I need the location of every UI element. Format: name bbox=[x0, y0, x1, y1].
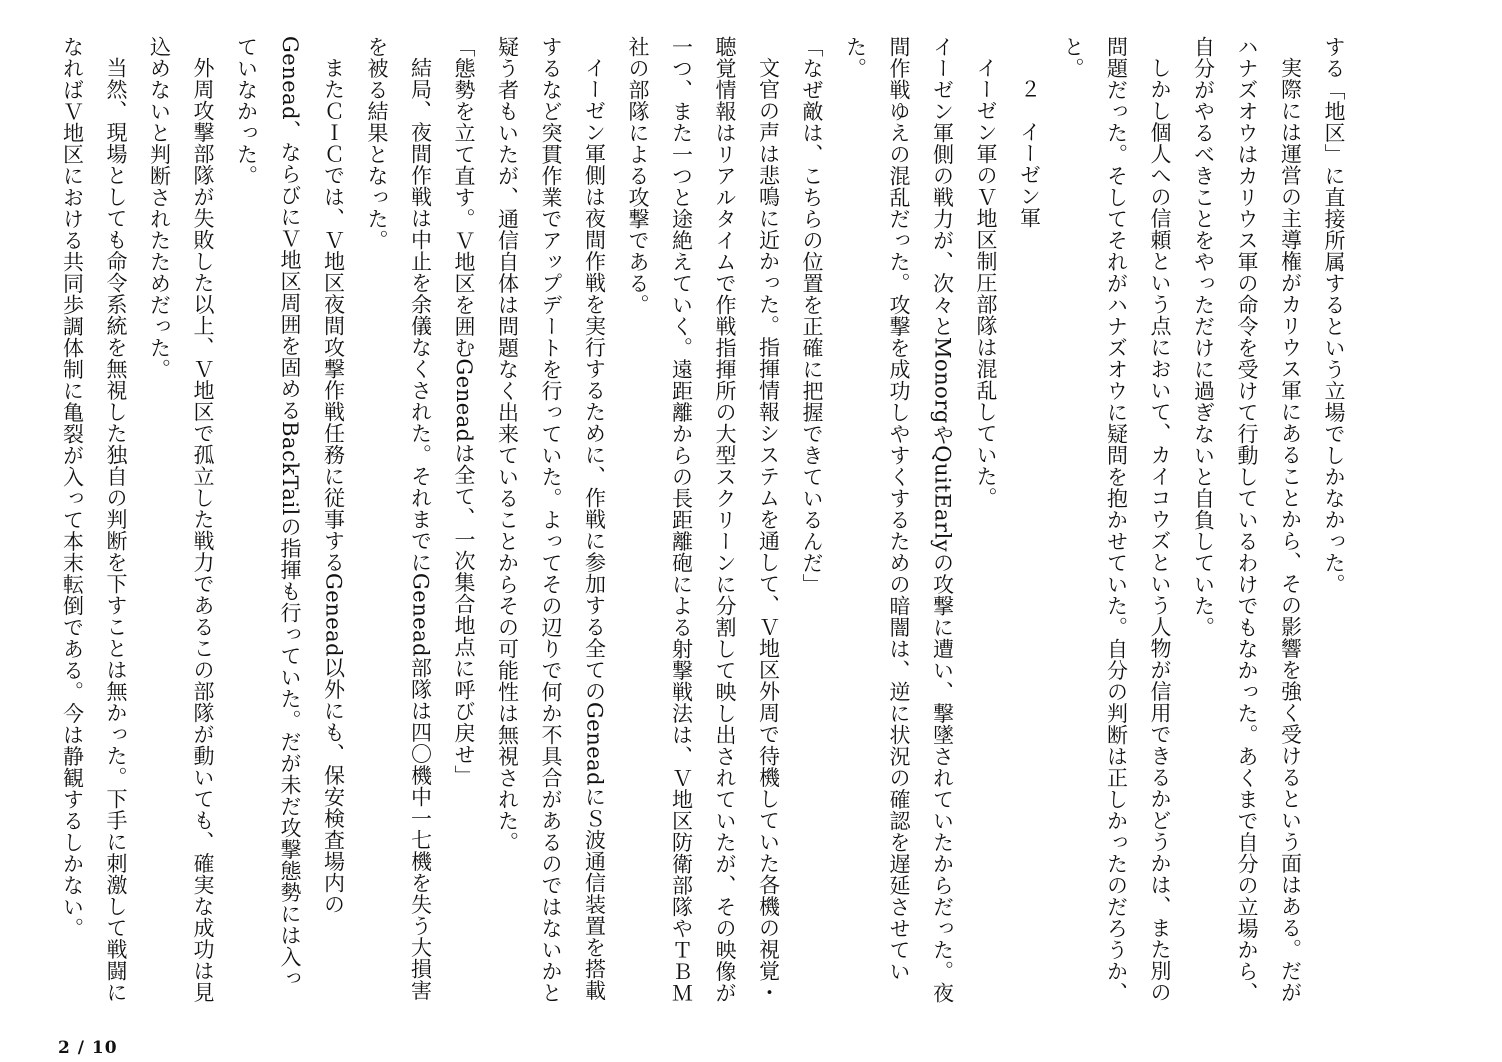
section-heading: ２ イーゼン軍 bbox=[1017, 78, 1042, 229]
paragraph-6: 文官の声は悲鳴に近かった。指揮情報システムを通して、Ｖ地区外周で待機していた各機の視覚・聴覚情報はリアルタイムで作戦指揮所の大型スクリーンに分割して映し出されていたが、その映像が一つ、また一つと途絶えていく。遠距離からの長距離砲による射撃戦法は、Ｖ地区防衛部隊やＴＢＭ社の部隊による攻撃である。 bbox=[626, 36, 781, 1004]
paragraph-1: する「地区」に直接所属するという立場でしかなかった。 bbox=[1322, 36, 1346, 595]
paragraph-7: イーゼン軍側は夜間作戦を実行するために、作戦に参加する全てのGeneadにＳ波通信装置を搭載するなど突貫作業でアップデートを行っていた。よってその辺りで何か不具合があるのではないかと疑う者もいたが、通信自体は問題なく出来ていることからその可能性は無視された。 bbox=[495, 36, 607, 1004]
paragraph-5: イーゼン軍側の戦力が、次々とMonorgやQuitEarlyの攻撃に遭い、撃墜されていたからだった。夜間作戦ゆえの混乱だった。攻撃を成功しやすくするための暗闇は、逆に状況の確認を遅延させていた。 bbox=[843, 36, 955, 1004]
paragraph-11: 当然、現場としても命令系統を無視した独自の判断を下すことは無かった。下手に刺激して戦闘になればＶ地区における共同歩調体制に亀裂が入って本末転倒である。今は静観するしかない。 bbox=[60, 36, 128, 1003]
page-indicator: 2 / 10 bbox=[58, 1038, 118, 1058]
dialogue-1: 「なぜ敵は、こちらの位置を正確に把握できているんだ」 bbox=[800, 36, 824, 595]
vertical-text-area bbox=[50, 36, 1452, 1004]
paragraph-8: 結局、夜間作戦は中止を余儀なくされた。それまでにGenead部隊は四〇機中一七機を失う大損害を被る結果となった。 bbox=[365, 36, 433, 1002]
paragraph-2: 実際には運営の主導権がカリウス軍にあることから、その影響を強く受けるという面はある。だがハナズオウはカリウス軍の命令を受けて行動しているわけでもなかった。あくまで自分の立場から、自分がやるべきことをやっただけに過ぎないと自負していた。 bbox=[1191, 36, 1303, 1004]
dialogue-2: 「態勢を立て直す。Ｖ地区を囲むGeneadは全て、一次集合地点に呼び戻せ」 bbox=[452, 36, 476, 787]
paragraph-10: 外周攻撃部隊が失敗した以上、Ｖ地区で孤立した戦力であるこの部隊が動いても、確実な成功は見込めないと判断されたためだった。 bbox=[147, 36, 215, 1003]
vertical-text-columns bbox=[50, 36, 1355, 1004]
paragraph-3: しかし個人への信頼という点において、カイコウズという人物が信用できるかどうかは、また別の問題だった。そしてそれがハナズオウに疑問を抱かせていた。自分の判断は正しかったのだろうか、と。 bbox=[1061, 36, 1172, 1004]
paragraph-9: またＣＩＣでは、Ｖ地区夜間攻撃作戦任務に従事するGenead以外にも、保安検査場内のGenead、ならびにＶ地区周囲を固めるBackTailの指揮も行っていた。だが未だ攻撃態勢には入っていなかった。 bbox=[234, 36, 346, 989]
paragraph-4: イーゼン軍のＶ地区制圧部隊は混乱していた。 bbox=[974, 57, 998, 509]
